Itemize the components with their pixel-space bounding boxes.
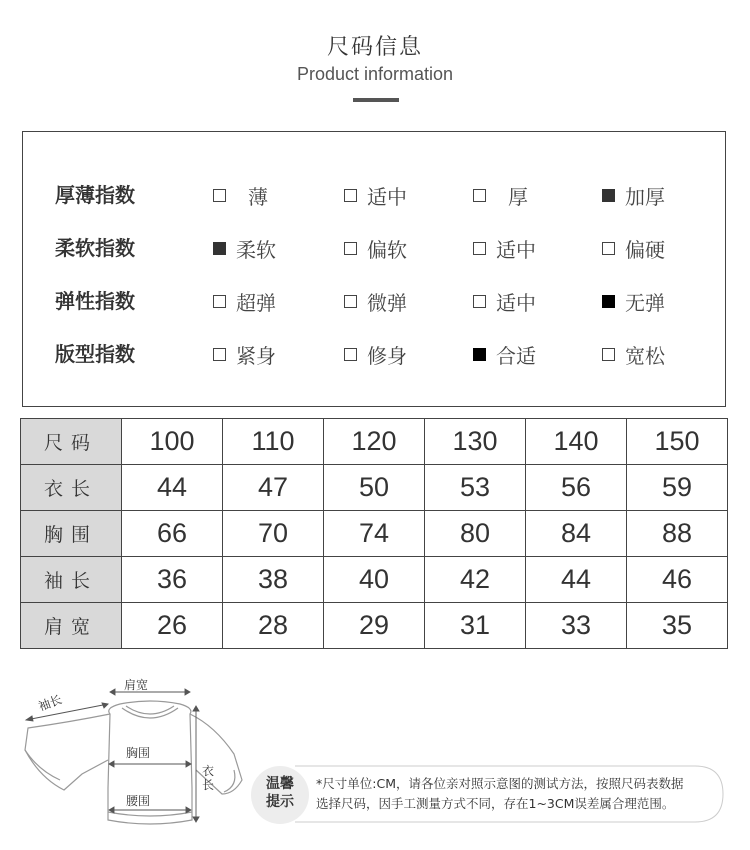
table-cell: 59 bbox=[627, 465, 728, 511]
option-thick[interactable]: 厚 bbox=[473, 180, 528, 210]
option-slightly-hard[interactable]: 偏硬 bbox=[602, 233, 665, 263]
table-cell: 110 bbox=[223, 419, 324, 465]
size-table bbox=[20, 418, 728, 649]
index-label: 弹性指数 bbox=[55, 289, 135, 313]
option-loose[interactable]: 宽松 bbox=[602, 339, 665, 369]
table-cell: 140 bbox=[526, 419, 627, 465]
table-cell: 42 bbox=[425, 557, 526, 603]
option-super-stretch[interactable]: 超弹 bbox=[213, 286, 276, 316]
option-extra-thick[interactable]: 加厚 bbox=[602, 180, 665, 210]
table-cell: 36 bbox=[122, 557, 223, 603]
table-cell: 29 bbox=[324, 603, 425, 649]
table-cell: 31 bbox=[425, 603, 526, 649]
table-cell: 120 bbox=[324, 419, 425, 465]
table-cell: 26 bbox=[122, 603, 223, 649]
checkbox-icon[interactable] bbox=[473, 242, 486, 255]
index-row-softness bbox=[23, 233, 725, 263]
checkbox-icon[interactable] bbox=[602, 242, 615, 255]
measurement-diagram bbox=[10, 670, 260, 840]
index-row-thickness bbox=[23, 180, 725, 210]
option-slim[interactable]: 修身 bbox=[344, 339, 407, 369]
checkbox-checked-icon[interactable] bbox=[473, 348, 486, 361]
table-row bbox=[21, 511, 728, 557]
table-cell: 38 bbox=[223, 557, 324, 603]
table-cell: 88 bbox=[627, 511, 728, 557]
checkbox-icon[interactable] bbox=[213, 348, 226, 361]
index-label: 柔软指数 bbox=[55, 236, 135, 260]
checkbox-checked-icon[interactable] bbox=[602, 189, 615, 202]
table-row bbox=[21, 557, 728, 603]
tip-badge: 温馨 提示 bbox=[266, 776, 294, 810]
checkbox-checked-icon[interactable] bbox=[602, 295, 615, 308]
option-medium[interactable]: 适中 bbox=[344, 180, 407, 210]
table-row bbox=[21, 603, 728, 649]
table-cell: 150 bbox=[627, 419, 728, 465]
table-cell: 44 bbox=[122, 465, 223, 511]
table-cell: 56 bbox=[526, 465, 627, 511]
option-regular[interactable]: 合适 bbox=[473, 339, 536, 369]
title-underline bbox=[353, 98, 399, 102]
tip-text bbox=[316, 774, 726, 814]
option-no-stretch[interactable]: 无弹 bbox=[602, 286, 665, 316]
checkbox-icon[interactable] bbox=[473, 295, 486, 308]
table-cell: 53 bbox=[425, 465, 526, 511]
table-cell: 46 bbox=[627, 557, 728, 603]
table-cell: 70 bbox=[223, 511, 324, 557]
index-row-elasticity bbox=[23, 286, 725, 316]
chest-label: 胸围 bbox=[126, 746, 151, 760]
table-cell: 80 bbox=[425, 511, 526, 557]
row-header: 衣长 bbox=[21, 465, 122, 511]
table-row bbox=[21, 419, 728, 465]
row-header: 尺码 bbox=[21, 419, 122, 465]
table-cell: 47 bbox=[223, 465, 324, 511]
checkbox-checked-icon[interactable] bbox=[213, 242, 226, 255]
option-slight-stretch[interactable]: 微弹 bbox=[344, 286, 407, 316]
table-cell: 28 bbox=[223, 603, 324, 649]
fabric-index-panel bbox=[22, 131, 726, 407]
sleeve-length-label: 袖长 bbox=[36, 692, 64, 714]
row-header: 胸围 bbox=[21, 511, 122, 557]
checkbox-icon[interactable] bbox=[213, 295, 226, 308]
garment-length-label: 衣长 bbox=[202, 764, 215, 792]
checkbox-icon[interactable] bbox=[344, 189, 357, 202]
shoulder-width-label: 肩宽 bbox=[124, 678, 149, 692]
checkbox-icon[interactable] bbox=[344, 242, 357, 255]
option-tight[interactable]: 紧身 bbox=[213, 339, 276, 369]
option-medium[interactable]: 适中 bbox=[473, 286, 536, 316]
table-cell: 74 bbox=[324, 511, 425, 557]
page-subtitle: Product information bbox=[296, 64, 454, 84]
tip-line: *尺寸单位:CM，请各位亲对照示意图的测试方法，按照尺码表数据 bbox=[316, 776, 684, 791]
option-slightly-soft[interactable]: 偏软 bbox=[344, 233, 407, 263]
table-cell: 66 bbox=[122, 511, 223, 557]
option-medium[interactable]: 适中 bbox=[473, 233, 536, 263]
page-title: 尺码信息 bbox=[326, 35, 423, 60]
table-cell: 33 bbox=[526, 603, 627, 649]
table-cell: 50 bbox=[324, 465, 425, 511]
index-label: 版型指数 bbox=[55, 342, 135, 366]
row-header: 肩宽 bbox=[21, 603, 122, 649]
checkbox-icon[interactable] bbox=[213, 189, 226, 202]
table-cell: 84 bbox=[526, 511, 627, 557]
table-cell: 100 bbox=[122, 419, 223, 465]
table-row bbox=[21, 465, 728, 511]
checkbox-icon[interactable] bbox=[602, 348, 615, 361]
table-cell: 35 bbox=[627, 603, 728, 649]
option-thin[interactable]: 薄 bbox=[213, 180, 268, 210]
checkbox-icon[interactable] bbox=[344, 348, 357, 361]
row-header: 袖长 bbox=[21, 557, 122, 603]
table-cell: 44 bbox=[526, 557, 627, 603]
table-cell: 40 bbox=[324, 557, 425, 603]
tip-line: 选择尺码，因手工测量方式不同，存在1~3CM误差属合理范围。 bbox=[316, 796, 675, 811]
checkbox-icon[interactable] bbox=[473, 189, 486, 202]
option-soft[interactable]: 柔软 bbox=[213, 233, 276, 263]
waist-label: 腰围 bbox=[126, 794, 151, 808]
index-row-fit bbox=[23, 339, 725, 369]
table-cell: 130 bbox=[425, 419, 526, 465]
checkbox-icon[interactable] bbox=[344, 295, 357, 308]
index-label: 厚薄指数 bbox=[55, 183, 135, 207]
